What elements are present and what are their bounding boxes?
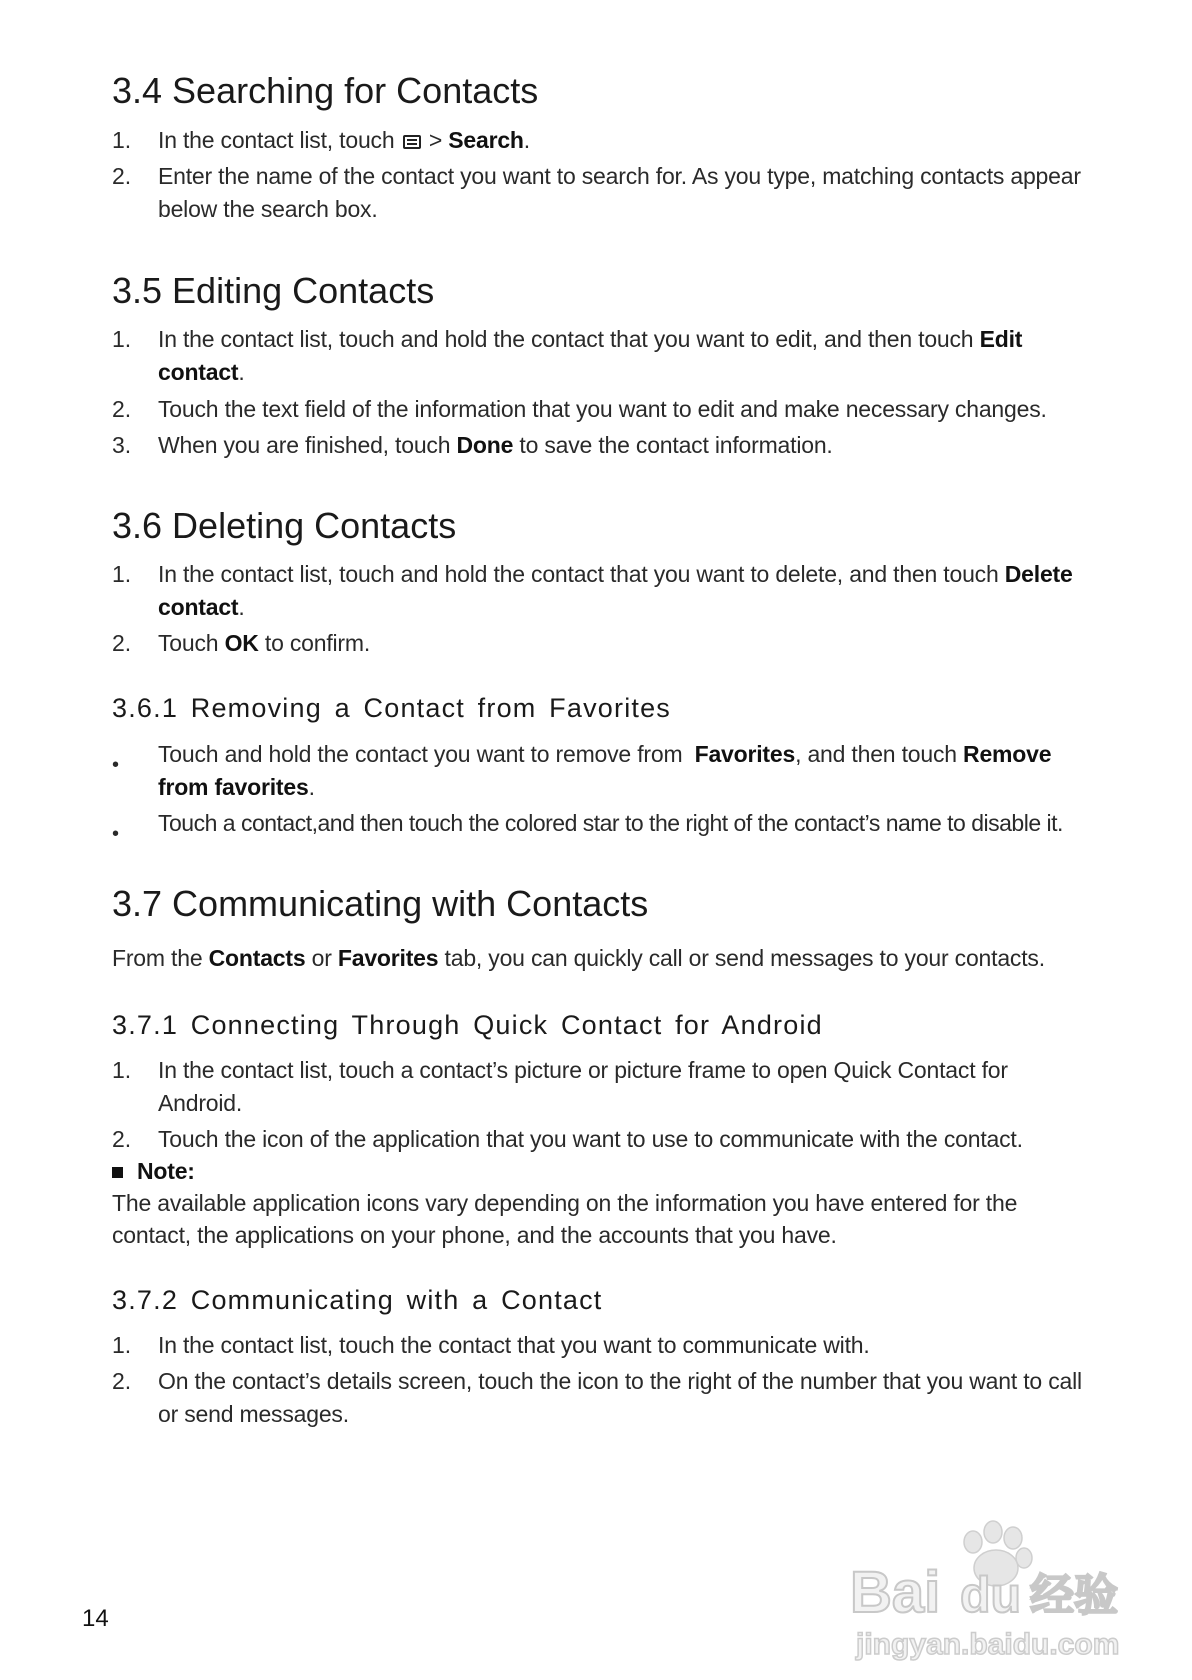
- bullet-item-line: [158, 741, 1051, 768]
- text: In the contact list, touch and hold the contact that you want to delete, and then touch: [158, 561, 1005, 587]
- text: to confirm.: [258, 630, 371, 656]
- list-item-line: or send messages.: [158, 1401, 349, 1427]
- note-line: The available application icons vary depending on the information you have entered for the: [112, 1190, 1018, 1216]
- bold-text: Favorites: [337, 945, 439, 971]
- svg-text:du: du: [960, 1567, 1022, 1623]
- text: From the: [112, 945, 209, 971]
- text: .: [238, 359, 245, 385]
- svg-text:Bai: Bai: [850, 1560, 941, 1625]
- text: .: [523, 127, 530, 153]
- text: In the contact list, touch: [158, 127, 401, 153]
- list-number: 1.: [112, 326, 132, 352]
- text: Touch and hold the contact you want to remove from: [158, 741, 689, 767]
- bold-text: Contacts: [208, 945, 306, 971]
- bullet-item: Touch a contact,and then touch the colored star to the right of the contact’s name to disable it.: [158, 810, 1063, 836]
- heading-3-4: 3.4 Searching for Contacts: [112, 70, 539, 111]
- bold-text: Done: [456, 432, 514, 458]
- text: .: [238, 594, 245, 620]
- list-item: [158, 127, 530, 154]
- list-number: 2.: [112, 1368, 132, 1394]
- list-item-line: In the contact list, touch a contact’s picture or picture frame to open Quick Contact for: [158, 1057, 1008, 1083]
- bullet-item-line: [158, 774, 315, 801]
- text: to save the contact information.: [513, 432, 833, 458]
- heading-3-7: 3.7 Communicating with Contacts: [112, 883, 649, 924]
- bold-text: Remove: [963, 741, 1052, 767]
- list-number: 2.: [112, 163, 132, 189]
- bold-text: Delete: [1004, 561, 1073, 587]
- note-label: Note:: [137, 1158, 195, 1184]
- bold-text: from favorites: [158, 774, 309, 800]
- bold-text: Favorites: [694, 741, 796, 767]
- bold-text: Search: [448, 127, 524, 153]
- svg-text:jingyan.baidu.com: jingyan.baidu.com: [856, 1628, 1120, 1661]
- list-number: 1.: [112, 1057, 132, 1083]
- list-item-line: [158, 359, 245, 386]
- bold-text: OK: [224, 630, 259, 656]
- text: In the contact list, touch and hold the contact that you want to edit, and then touch: [158, 326, 980, 352]
- heading-3-7-1: 3.7.1 Connecting Through Quick Contact for Android: [112, 1010, 823, 1040]
- list-item-line: [158, 326, 1022, 353]
- baidu-jingyan-watermark: [848, 1512, 1138, 1662]
- heading-3-6-1: 3.6.1 Removing a Contact from Favorites: [112, 693, 672, 723]
- list-item: [158, 630, 370, 657]
- list-number: 2.: [112, 396, 132, 422]
- list-item-line: [158, 594, 245, 621]
- list-number: 2.: [112, 1126, 132, 1152]
- list-number: 1.: [112, 1332, 132, 1358]
- list-item-line: Android.: [158, 1090, 243, 1116]
- text: , and then touch: [795, 741, 964, 767]
- text: When you are finished, touch: [158, 432, 457, 458]
- text: tab, you can quickly call or send messages to your contacts.: [438, 945, 1045, 971]
- note-line: contact, the applications on your phone, and the accounts that you have.: [112, 1222, 837, 1248]
- heading-3-6: 3.6 Deleting Contacts: [112, 505, 457, 546]
- list-number: 1.: [112, 127, 132, 153]
- list-item: In the contact list, touch the contact that you want to communicate with.: [158, 1332, 870, 1358]
- list-item: Touch the text field of the information that you want to edit and make necessary changes.: [158, 396, 1047, 422]
- list-item-line: below the search box.: [158, 196, 378, 222]
- list-item-line: Enter the name of the contact you want to search for. As you type, matching contacts appear: [158, 163, 1081, 189]
- heading-3-5: 3.5 Editing Contacts: [112, 270, 435, 311]
- menu-icon: [403, 135, 421, 149]
- bullet-dot: •: [112, 823, 120, 845]
- bold-text: contact: [158, 594, 239, 620]
- bullet-dot: •: [112, 754, 120, 776]
- list-item-line: On the contact’s details screen, touch the icon to the right of the number that you want to call: [158, 1368, 1082, 1394]
- list-item: [158, 432, 833, 459]
- list-number: 2.: [112, 630, 132, 656]
- heading-3-7-2: 3.7.2 Communicating with a Contact: [112, 1285, 603, 1315]
- paragraph: [112, 945, 1045, 972]
- list-number: 3.: [112, 432, 132, 458]
- square-bullet-icon: [112, 1167, 123, 1178]
- list-number: 1.: [112, 561, 132, 587]
- text: >: [422, 127, 449, 153]
- page-number: 14: [82, 1605, 109, 1632]
- list-item-line: [158, 561, 1073, 588]
- note-heading: [112, 1158, 195, 1185]
- list-item: Touch the icon of the application that you want to use to communicate with the contact.: [158, 1126, 1023, 1152]
- text: Touch: [158, 630, 225, 656]
- bold-text: contact: [158, 359, 239, 385]
- bold-text: Edit: [979, 326, 1023, 352]
- svg-text:经验: 经验: [1030, 1570, 1118, 1621]
- text: .: [308, 774, 315, 800]
- text: or: [305, 945, 338, 971]
